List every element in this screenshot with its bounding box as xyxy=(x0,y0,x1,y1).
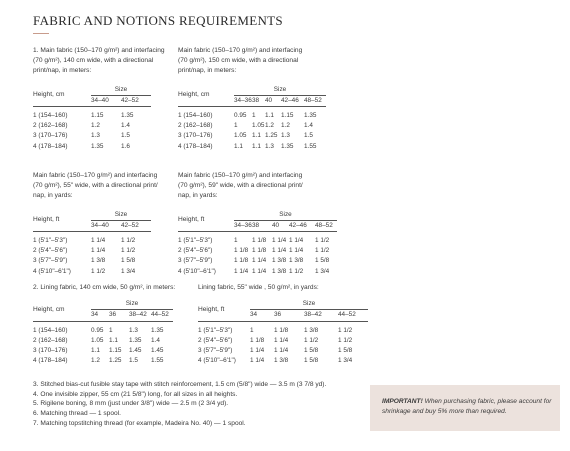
size-column-header: 44–52 xyxy=(151,311,169,319)
value-cell: 1 1/4 xyxy=(250,347,265,355)
height-cell: 2 (162–168) xyxy=(178,122,213,130)
size-column-header: 38–42 xyxy=(129,311,147,319)
table-row xyxy=(178,142,326,152)
value-cell: 1.5 xyxy=(121,132,130,140)
important-label: IMPORTANT! xyxy=(382,398,423,405)
header-row xyxy=(198,299,368,310)
value-cell: 1 5/8 xyxy=(315,257,330,265)
list-item: 6. Matching thread — 1 spool. xyxy=(33,410,121,418)
table-row xyxy=(198,356,368,366)
value-cell: 1.2 xyxy=(91,122,100,130)
value-cell: 1 5/8 xyxy=(338,347,353,355)
row-label: Height, ft xyxy=(33,216,60,224)
row-label: Height, cm xyxy=(33,305,65,313)
table-row xyxy=(33,142,151,152)
value-cell: 1.25 xyxy=(265,132,278,140)
value-cell: 1.5 xyxy=(129,357,138,365)
height-cell: 1 (5'1"–5'3") xyxy=(178,237,213,245)
description-line: print/nap, in meters: xyxy=(178,67,237,75)
value-cell: 1 1/8 xyxy=(234,247,249,255)
value-cell: 1.25 xyxy=(109,357,122,365)
value-cell: 1.1 xyxy=(252,132,261,140)
height-cell: 3 (5'7"–5'9") xyxy=(33,257,68,265)
size-label: Size xyxy=(250,299,368,310)
row-label: Height, ft xyxy=(198,305,225,313)
size-column-header: 36 xyxy=(109,311,117,319)
table-row xyxy=(178,256,337,266)
value-cell: 1 1/8 xyxy=(252,247,267,255)
value-cell: 1 1/4 xyxy=(252,267,267,275)
value-cell: 1 5/8 xyxy=(121,257,136,265)
value-cell: 1 1/2 xyxy=(338,336,353,344)
list-item: 5. Rigilene boning, 8 mm (just under 3/8") wide — 2.5 m (2 3/4 yd). xyxy=(33,400,229,408)
value-cell: 1 xyxy=(250,326,254,334)
value-cell: 1.15 xyxy=(281,112,294,120)
value-cell: 1 1/2 xyxy=(304,336,319,344)
value-cell: 1 3/4 xyxy=(338,357,353,365)
height-cell: 2 (162–168) xyxy=(33,336,68,344)
list-item: 3. Stitched bias-cut fusible stay tape with stitch reinforcement, 1.5 cm (5/8") wide — 3.5 m (3 7/8 yd). xyxy=(33,381,327,388)
size-label: Size xyxy=(91,85,151,96)
value-cell: 1.05 xyxy=(91,336,104,344)
value-cell: 1 3/8 xyxy=(91,257,106,265)
value-cell: 1 1/8 xyxy=(252,237,267,245)
table-main-fabric-150cm xyxy=(178,46,326,152)
value-cell: 1.35 xyxy=(129,336,142,344)
height-cell: 1 (154–160) xyxy=(178,112,213,120)
value-cell: 1.2 xyxy=(91,357,100,365)
table-description xyxy=(198,283,368,293)
header-row xyxy=(178,210,337,221)
size-column-header: 34–36 xyxy=(234,221,252,229)
table-row xyxy=(33,356,173,366)
table-row xyxy=(178,131,326,141)
description-line: 1. Main fabric (150–170 g/m²) and interfacing xyxy=(33,47,165,54)
title-underline xyxy=(33,33,49,34)
height-cell: 2 (5'4"–5'6") xyxy=(178,247,213,255)
value-cell: 1 1/4 xyxy=(274,336,289,344)
value-cell: 1.05 xyxy=(234,132,247,140)
value-cell: 1 3/8 xyxy=(272,257,287,265)
value-cell: 1.4 xyxy=(121,122,130,130)
height-cell: 4 (178–184) xyxy=(33,142,68,150)
important-text: When purchasing fabric, please account for shrinkage and buy 5% more than required. xyxy=(382,398,552,415)
size-column-header: 34–40 xyxy=(91,221,109,229)
value-cell: 1 3/8 xyxy=(289,257,304,265)
value-cell: 1 1/4 xyxy=(250,357,265,365)
value-cell: 1.1 xyxy=(234,142,243,150)
value-cell: 1 xyxy=(234,122,238,130)
size-label: Size xyxy=(91,210,151,221)
table-row xyxy=(178,267,337,277)
description-line: Main fabric (150–170 g/m²) and interfacing xyxy=(178,47,303,54)
page-title: FABRIC AND NOTIONS REQUIREMENTS xyxy=(33,13,283,28)
value-cell: 1.4 xyxy=(304,122,313,130)
value-cell: 0.95 xyxy=(234,112,247,120)
value-cell: 1 1/4 xyxy=(234,267,249,275)
row-label: Height, cm xyxy=(178,91,210,99)
value-cell: 1.15 xyxy=(91,112,104,120)
description-line: nap, in yards: xyxy=(33,192,73,200)
value-cell: 1 1/2 xyxy=(91,267,106,275)
value-cell: 1 1/4 xyxy=(272,247,287,255)
size-table xyxy=(178,210,337,277)
value-cell: 1.55 xyxy=(304,142,317,150)
size-column-header: 48–52 xyxy=(304,96,322,104)
table-row xyxy=(33,346,173,356)
table-row xyxy=(33,121,151,131)
table-row xyxy=(198,326,368,336)
value-cell: 1.3 xyxy=(265,142,274,150)
height-cell: 4 (5'10"–6'1") xyxy=(33,267,71,275)
height-cell: 3 (5'7"–5'9") xyxy=(178,257,213,265)
description-line: (70 g/m²), 59" wide, with a directional print/ xyxy=(178,182,303,190)
value-cell: 1.3 xyxy=(281,132,290,140)
value-cell: 1 5/8 xyxy=(304,357,319,365)
height-cell: 4 (178–184) xyxy=(33,357,68,365)
value-cell: 1.6 xyxy=(121,142,130,150)
height-cell: 1 (154–160) xyxy=(33,326,68,334)
table-row xyxy=(33,256,151,266)
table-description xyxy=(178,46,326,77)
table-row xyxy=(198,336,368,346)
value-cell: 1 1/8 xyxy=(234,257,249,265)
value-cell: 1.1 xyxy=(91,347,100,355)
size-column-header: 34 xyxy=(250,311,258,319)
value-cell: 1.45 xyxy=(129,347,142,355)
height-cell: 3 (170–176) xyxy=(33,132,68,140)
size-label: Size xyxy=(234,85,326,96)
value-cell: 0.95 xyxy=(91,326,104,334)
value-cell: 1 1/8 xyxy=(274,326,289,334)
value-cell: 1 1/2 xyxy=(121,247,136,255)
value-cell: 1 xyxy=(234,237,238,245)
size-column-header: 38 xyxy=(252,221,260,229)
table-row xyxy=(33,267,151,277)
value-cell: 1 1/4 xyxy=(272,237,287,245)
value-cell: 1 3/4 xyxy=(121,267,136,275)
table-description xyxy=(33,171,158,202)
value-cell: 1.5 xyxy=(304,132,313,140)
table-lining-140cm xyxy=(33,283,175,366)
value-cell: 1.35 xyxy=(121,112,134,120)
value-cell: 1.35 xyxy=(304,112,317,120)
value-cell: 1 1/4 xyxy=(289,237,304,245)
height-cell: 3 (170–176) xyxy=(33,347,68,355)
value-cell: 1 3/8 xyxy=(274,357,289,365)
table-row xyxy=(33,326,173,336)
table-row xyxy=(178,246,337,256)
description-line: print/nap, in meters: xyxy=(33,67,92,75)
size-column-header: 36 xyxy=(274,311,282,319)
height-cell: 4 (178–184) xyxy=(178,142,213,150)
value-cell: 1.2 xyxy=(265,122,274,130)
value-cell: 1.4 xyxy=(151,336,160,344)
list-item: 7. Matching topstitching thread (for example, Madeira No. 40) — 1 spool. xyxy=(33,419,246,427)
height-cell: 1 (5'1"–5'3") xyxy=(198,326,233,334)
size-table xyxy=(198,299,368,366)
header-row xyxy=(33,85,151,96)
size-column-header: 34–36 xyxy=(234,96,252,104)
height-cell: 2 (5'4"–5'6") xyxy=(33,247,68,255)
size-column-header: 42–46 xyxy=(289,221,307,229)
value-cell: 1.15 xyxy=(109,347,122,355)
size-column-header: 38–42 xyxy=(304,311,322,319)
size-column-header: 42–52 xyxy=(121,96,139,104)
table-row xyxy=(178,121,326,131)
size-column-header: 48–52 xyxy=(315,221,333,229)
description-line: (70 g/m²), 55" wide, with a directional print/ xyxy=(33,182,158,190)
size-table xyxy=(178,85,326,152)
value-cell: 1 1/2 xyxy=(315,237,330,245)
value-cell: 1.1 xyxy=(109,336,118,344)
value-cell: 1 1/4 xyxy=(252,257,267,265)
description-line: Lining fabric, 55" wide , 50 g/m², in yards: xyxy=(198,284,319,291)
size-table xyxy=(33,210,151,277)
value-cell: 1 1/4 xyxy=(91,237,106,245)
description-line: (70 g/m²), 150 cm wide, with a directional xyxy=(178,57,299,65)
table-description xyxy=(33,283,175,293)
height-cell: 1 (154–160) xyxy=(33,112,68,120)
value-cell: 1 1/4 xyxy=(274,347,289,355)
table-description xyxy=(33,46,165,77)
size-column-header: 40 xyxy=(265,96,273,104)
table-row xyxy=(33,236,151,246)
table-row xyxy=(33,336,173,346)
height-cell: 3 (170–176) xyxy=(178,132,213,140)
value-cell: 1 xyxy=(109,326,113,334)
value-cell: 1 1/2 xyxy=(315,247,330,255)
description-line: Main fabric (150–170 g/m²) and interfacing xyxy=(33,172,158,179)
value-cell: 1 1/8 xyxy=(250,336,265,344)
row-label: Height, cm xyxy=(33,91,65,99)
size-column-header: 44–52 xyxy=(338,311,356,319)
value-cell: 1.2 xyxy=(281,122,290,130)
table-row xyxy=(33,131,151,141)
table-row xyxy=(178,111,326,121)
header-row xyxy=(178,85,326,96)
height-cell: 2 (162–168) xyxy=(33,122,68,130)
header-row xyxy=(33,299,173,310)
value-cell: 1.1 xyxy=(252,142,261,150)
important-note-box xyxy=(370,385,560,431)
size-label: Size xyxy=(91,299,173,310)
notions-list xyxy=(33,380,326,429)
value-cell: 1 1/2 xyxy=(338,326,353,334)
size-table xyxy=(33,299,173,366)
table-description xyxy=(178,171,337,202)
value-cell: 1.35 xyxy=(91,142,104,150)
table-lining-55in xyxy=(198,283,368,366)
value-cell: 1.35 xyxy=(281,142,294,150)
height-cell: 3 (5'7"–5'9") xyxy=(198,347,233,355)
value-cell: 1 1/2 xyxy=(121,237,136,245)
description-line: nap, in yards: xyxy=(178,192,218,200)
size-column-header: 40 xyxy=(272,221,280,229)
height-cell: 2 (5'4"–5'6") xyxy=(198,336,233,344)
table-row xyxy=(198,346,368,356)
value-cell: 1 1/4 xyxy=(91,247,106,255)
size-column-header: 34 xyxy=(91,311,99,319)
description-line: Main fabric (150–170 g/m²) and interfacing xyxy=(178,172,303,179)
description-line: 2. Lining fabric, 140 cm wide, 50 g/m², in meters: xyxy=(33,284,176,291)
value-cell: 1 1/2 xyxy=(289,267,304,275)
row-label: Height, ft xyxy=(178,216,205,224)
value-cell: 1.35 xyxy=(151,326,164,334)
table-main-fabric-59in xyxy=(178,171,337,277)
height-cell: 1 (5'1"–5'3") xyxy=(33,237,68,245)
value-cell: 1 3/4 xyxy=(315,267,330,275)
header-row xyxy=(33,210,151,221)
size-column-header: 34–40 xyxy=(91,96,109,104)
list-item: 4. One invisible zipper, 55 cm (21 5/8") long, for all sizes in all heights. xyxy=(33,390,238,398)
table-row xyxy=(33,111,151,121)
value-cell: 1.1 xyxy=(265,112,274,120)
table-row xyxy=(33,246,151,256)
table-main-fabric-55in xyxy=(33,171,158,277)
value-cell: 1 3/8 xyxy=(304,326,319,334)
size-column-header: 42–46 xyxy=(281,96,299,104)
size-column-header: 42–52 xyxy=(121,221,139,229)
value-cell: 1.05 xyxy=(252,122,265,130)
size-table xyxy=(33,85,151,152)
value-cell: 1.3 xyxy=(91,132,100,140)
value-cell: 1 xyxy=(252,112,256,120)
table-main-fabric-140cm xyxy=(33,46,165,152)
size-label: Size xyxy=(234,210,337,221)
description-line: (70 g/m²), 140 cm wide, with a directional xyxy=(33,57,154,65)
size-column-header: 38 xyxy=(252,96,260,104)
value-cell: 1 5/8 xyxy=(304,347,319,355)
value-cell: 1.55 xyxy=(151,357,164,365)
value-cell: 1.45 xyxy=(151,347,164,355)
value-cell: 1 3/8 xyxy=(272,267,287,275)
height-cell: 4 (5'10"–6'1") xyxy=(178,267,216,275)
table-row xyxy=(178,236,337,246)
height-cell: 4 (5'10"–6'1") xyxy=(198,357,236,365)
value-cell: 1.3 xyxy=(129,326,138,334)
value-cell: 1 1/4 xyxy=(289,247,304,255)
